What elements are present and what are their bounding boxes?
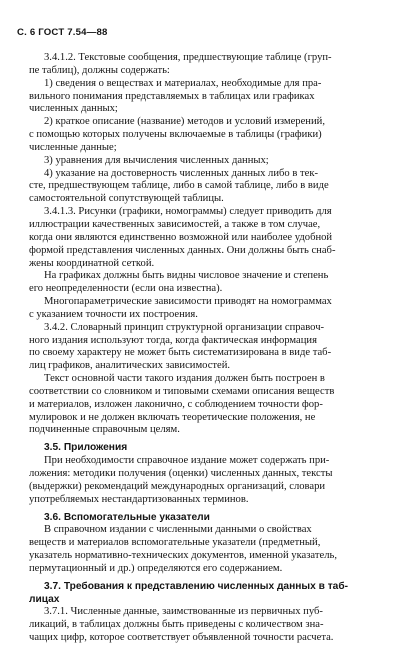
- text-line: его неопределенности (если она известна).: [29, 283, 223, 295]
- text-line: 3.4.1.2. Текстовые сообщения, предшествующие таблице (груп-: [44, 52, 332, 63]
- text-line: жены координатной сеткой.: [29, 257, 155, 269]
- text-line: 4) указание на достоверность численных данных либо в тек-: [44, 167, 319, 179]
- text-line: В справочном издании с численными данными о свойствах: [44, 524, 312, 536]
- section-heading: 3.5. Приложения: [44, 442, 128, 454]
- text-line: вильного понимания представляемых в таблицах или графиках: [29, 90, 315, 102]
- text-line: веществ и материалов вспомогательные указатели (предметный,: [29, 537, 321, 549]
- document-body: [29, 52, 399, 645]
- text-line: когда они являются единственно возможной или наиболее удобной: [29, 231, 333, 243]
- text-line: с указанием точности их построения.: [29, 308, 198, 320]
- text-line: 1) сведения о веществах и материалах, необходимые для пра-: [44, 77, 322, 89]
- text-line: сте, предшествующем таблице, либо в самой таблице, либо в виде: [29, 180, 329, 192]
- text-line: формой представления численных данных. Они должны быть снаб-: [29, 244, 336, 256]
- text-line: При необходимости справочное издание может содержать при-: [44, 455, 330, 467]
- text-line: пе таблиц), должны содержать:: [29, 64, 170, 76]
- text-line: ного издания используют тогда, когда фактическая информация: [29, 334, 317, 346]
- text-line: мулировок и не должен включать теоретические положения, не: [29, 411, 316, 423]
- text-line: Многопараметрические зависимости приводят на номограммах: [44, 296, 332, 308]
- text-line: соответствии со словником и типовыми схемами описания веществ: [29, 385, 335, 397]
- section-heading: 3.6. Вспомогательные указатели: [44, 511, 210, 523]
- text-line: 3.7.1. Численные данные, заимствованные из первичных пуб-: [44, 606, 323, 618]
- text-line: ликаций, в таблицах должны быть приведены с количеством зна-: [29, 619, 324, 631]
- page-header: С. 6 ГОСТ 7.54—88: [17, 27, 108, 38]
- text-line: иллюстрации качественных зависимостей, а также в том случае,: [29, 218, 321, 230]
- text-line: ложения: методики получения (оценки) численных данных, тексты: [29, 468, 333, 479]
- text-line: лиц графиков, аналитических зависимостей.: [29, 360, 231, 372]
- text-line: пермутационный и др.) определяются его содержанием.: [29, 562, 283, 574]
- text-line: подчиненные справочным целям.: [29, 424, 180, 436]
- text-line: с помощью которых получены включаемые в таблицы (графики): [29, 129, 322, 141]
- section-heading: лицах: [29, 593, 60, 605]
- text-line: 2) краткое описание (название) методов и условий измерений,: [44, 116, 325, 128]
- text-line: Текст основной части такого издания должен быть построен в: [44, 373, 325, 385]
- text-line: самостоятельной сопутствующей таблицы.: [29, 193, 224, 205]
- section-heading: 3.7. Требования к представлению численных данных в таб-: [44, 580, 349, 592]
- text-line: (выдержки) рекомендаций международных организаций, словари: [29, 480, 326, 492]
- text-line: 3) уравнения для вычисления численных данных;: [44, 154, 269, 166]
- text-line: указатель нормативно-технических документов, именной указатель,: [29, 550, 337, 562]
- text-line: чащих цифр, которое соответствует объявленной точности расчета.: [29, 632, 334, 644]
- text-line: по своему характеру не может быть систематизирована в виде таб-: [29, 347, 332, 359]
- text-line: употребляемых нестандартизованных терминов.: [29, 493, 249, 505]
- text-line: 3.4.2. Словарный принцип структурной организации справоч-: [44, 321, 325, 333]
- text-line: численные данные;: [29, 141, 117, 153]
- text-line: численных данных;: [29, 103, 118, 115]
- text-line: 3.4.1.3. Рисунки (графики, номограммы) следует приводить для: [44, 206, 332, 218]
- text-line: На графиках должны быть видны числовое значение и степень: [44, 270, 329, 282]
- text-line: и материалов, изложен лаконично, с соблюдением точности фор-: [29, 398, 323, 410]
